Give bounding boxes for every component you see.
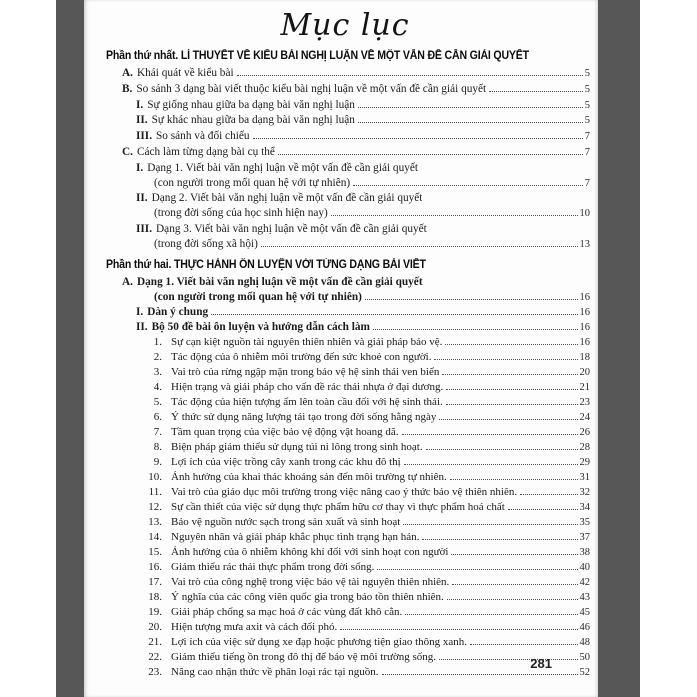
toc-entry <box>98 161 592 176</box>
dot-leader <box>442 374 577 375</box>
background-left-bar <box>56 0 84 697</box>
dot-leader <box>402 434 578 435</box>
dot-leader <box>377 569 577 570</box>
toc-entry <box>98 605 592 620</box>
dot-leader <box>446 389 577 390</box>
toc-entry <box>98 635 592 650</box>
toc-entry <box>98 66 592 82</box>
toc-entry <box>98 440 592 455</box>
entry-page-number: 10 <box>579 208 590 220</box>
entry-label: II. <box>136 192 148 205</box>
entry-label: I. <box>136 161 144 174</box>
entry-page-number: 52 <box>579 666 590 678</box>
toc <box>98 48 592 680</box>
toc-entry <box>98 365 592 380</box>
entry-text: So sánh và đối chiếu <box>156 130 250 143</box>
toc-entry <box>98 129 592 145</box>
entry-page-number: 5 <box>584 68 590 79</box>
toc-entry <box>98 485 592 500</box>
dot-leader <box>365 299 578 300</box>
dot-leader <box>489 91 583 92</box>
entry-text: Lợi ích của việc trồng cây xanh trong các khu đô thị <box>171 455 401 468</box>
toc-entry <box>98 470 592 485</box>
entry-page-number: 34 <box>579 501 590 513</box>
toc-entry <box>98 575 592 590</box>
entry-text: Vai trò của giáo dục môi trường trong việc nâng cao ý thức bảo vệ thiên nhiên. <box>171 485 518 498</box>
page-title: Mục lục <box>280 8 410 43</box>
entry-label: 6. <box>153 410 162 423</box>
toc-entry <box>98 530 592 545</box>
entry-text: Ý thức sử dụng năng lượng tái tạo trong đời sống hằng ngày <box>171 410 437 423</box>
entry-page-number: 7 <box>584 131 590 143</box>
entry-text: Tầm quan trọng của việc bảo vệ động vật hoang dã. <box>171 425 399 438</box>
entry-page-number: 40 <box>579 561 590 573</box>
toc-entry <box>98 113 592 129</box>
entry-label: III. <box>136 130 153 143</box>
entry-label: 19. <box>148 605 162 618</box>
toc-entry <box>98 380 592 395</box>
entry-label: 16. <box>148 560 162 573</box>
entry-text: Ảnh hưởng của khai thác khoáng sản đến môi trường tự nhiên. <box>171 470 447 483</box>
entry-page-number: 32 <box>579 486 590 498</box>
toc-entry <box>98 98 592 114</box>
toc-entry <box>98 350 592 365</box>
entry-text: Giải pháp chống sa mạc hoá ở các vùng đất khô cằn. <box>171 605 403 618</box>
entry-page-number: 28 <box>579 441 590 453</box>
entry-text: Ý nghĩa của các công viên quốc gia trong bảo tồn thiên nhiên. <box>171 590 444 603</box>
entry-page-number: 43 <box>579 591 590 603</box>
entry-text: Sự cần thiết của việc sử dụng thực phẩm hữu cơ thay vì thực phẩm hoá chất <box>171 500 505 513</box>
entry-text: (con người trong mối quan hệ với tự nhiên) <box>154 176 351 189</box>
entry-label: 14. <box>148 530 162 543</box>
dot-leader <box>446 404 578 405</box>
entry-label: 22. <box>148 650 162 663</box>
dot-leader <box>358 107 583 108</box>
toc-entry <box>98 305 592 320</box>
entry-label: II. <box>136 320 148 333</box>
entry-text: Vai trò của công nghệ trong việc bảo vệ tài nguyên thiên nhiên. <box>171 575 450 588</box>
entry-page-number: 16 <box>579 336 590 348</box>
entry-label: 20. <box>148 620 162 633</box>
entry-text: (trong đời sống của học sinh hiện nay) <box>154 207 328 220</box>
entry-text: Dàn ý chung <box>147 305 209 318</box>
entry-page-number: 16 <box>579 321 590 333</box>
toc-entry <box>98 590 592 605</box>
entry-text: Nguyên nhân và giải pháp khắc phục tình trạng hạn hán. <box>171 530 420 543</box>
entry-text: Dạng 2. Viết bài văn nghị luận về một vấn đề cần giải quyết <box>151 192 423 205</box>
background-right-bar <box>598 0 640 697</box>
section-entries <box>98 275 592 680</box>
entry-text: So sánh 3 dạng bài viết thuộc kiểu bài nghị luận về một vấn đề cần giải quyết <box>136 82 487 95</box>
section-entries <box>98 66 592 253</box>
dot-leader <box>403 524 577 525</box>
toc-entry <box>98 335 592 350</box>
entry-page-number: 21 <box>579 381 590 393</box>
toc-entry <box>98 665 592 680</box>
toc-entry <box>98 191 592 206</box>
entry-page-number: 7 <box>584 146 590 158</box>
entry-label: 9. <box>153 455 162 468</box>
entry-page-number: 23 <box>579 396 590 408</box>
toc-entry <box>98 425 592 440</box>
dot-leader <box>405 614 577 615</box>
entry-page-number: 35 <box>579 516 590 528</box>
entry-text: Vai trò của rừng ngập mặn trong bảo vệ hệ sinh thái ven biển <box>171 365 440 378</box>
page-number: 281 <box>530 656 552 671</box>
entry-label: 23. <box>148 665 162 678</box>
dot-leader <box>211 314 577 315</box>
book-page <box>84 0 598 697</box>
entry-label: 8. <box>153 440 162 453</box>
entry-label: III. <box>136 222 153 235</box>
toc-entry <box>98 82 592 98</box>
entry-label: 3. <box>153 365 162 378</box>
dot-leader <box>447 599 578 600</box>
entry-label: 5. <box>153 395 162 408</box>
entry-text: Bảo vệ nguồn nước sạch trong sản xuất và sinh hoạt <box>171 515 401 528</box>
entry-label: 1. <box>153 335 162 348</box>
entry-page-number: 5 <box>584 83 590 95</box>
dot-leader <box>439 659 577 660</box>
dot-leader <box>439 419 577 420</box>
toc-entry <box>98 560 592 575</box>
entry-label: 11. <box>148 485 162 498</box>
entry-text: Hiện trạng và giải pháp cho vấn đề rác thải nhựa ở đại dương. <box>171 380 444 393</box>
toc-entry <box>98 290 592 305</box>
entry-label: II. <box>136 114 148 127</box>
dot-leader <box>353 185 583 186</box>
entry-label: A. <box>122 67 133 79</box>
entry-label: 18. <box>148 590 162 603</box>
entry-text: (trong đời sống xã hội) <box>154 237 258 250</box>
entry-label: B. <box>122 82 133 95</box>
toc-entry <box>98 410 592 425</box>
entry-label: I. <box>136 305 144 318</box>
toc-entry <box>98 515 592 530</box>
entry-page-number: 48 <box>579 636 590 648</box>
entry-text: Ảnh hưởng của ô nhiễm không khí đối với sinh hoạt con người <box>171 545 449 558</box>
dot-leader <box>422 539 577 540</box>
entry-page-number: 29 <box>579 456 590 468</box>
entry-text: Sự khác nhau giữa ba dạng bài văn nghị luận <box>151 114 355 127</box>
entry-label: 13. <box>148 515 162 528</box>
entry-label: C. <box>122 145 133 158</box>
dot-leader <box>470 644 577 645</box>
toc-entry <box>98 545 592 560</box>
dot-leader <box>508 509 578 510</box>
toc-entry <box>98 320 592 335</box>
entry-text: Cách làm từng dạng bài cụ thể <box>136 145 275 158</box>
entry-text: Nâng cao nhận thức về phân loại rác tại nguồn. <box>171 665 379 678</box>
entry-page-number: 5 <box>584 115 590 127</box>
entry-text: Giảm thiểu rác thải thực phẩm trong đời sống. <box>171 560 375 573</box>
entry-text: Biện pháp giảm thiểu sử dụng túi ni lông trong sinh hoạt. <box>171 440 423 453</box>
entry-page-number: 31 <box>579 471 590 483</box>
section-header: Phần thứ hai. THỰC HÀNH ÔN LUYỆN VỚI TỪNG DẠNG BÀI VIẾT <box>106 258 426 271</box>
entry-text: Dạng 1. Viết bài văn nghị luận về một vấn đề cần giải quyết <box>136 275 423 288</box>
entry-page-number: 16 <box>579 306 590 318</box>
entry-page-number: 37 <box>579 531 590 543</box>
entry-label: 10. <box>148 470 162 483</box>
entry-page-number: 5 <box>584 99 590 111</box>
dot-leader <box>382 674 578 675</box>
entry-text: Dạng 3. Viết bài văn nghị luận về một vấn đề cần giải quyết <box>156 222 427 235</box>
dot-leader <box>331 215 578 216</box>
toc-entry <box>98 237 592 253</box>
entry-label: 21. <box>148 635 162 648</box>
section-header: Phần thứ nhất. LÍ THUYẾT VỀ KIỂU BÀI NGHỊ LUẬN VỀ MỘT VẤN ĐỀ CẦN GIẢI QUYẾT <box>106 50 529 62</box>
entry-text: (con người trong mối quan hệ với tự nhiên) <box>154 290 362 303</box>
entry-label: 17. <box>148 575 162 588</box>
entry-page-number: 13 <box>579 238 590 250</box>
entry-text: Khái quát về kiểu bài <box>136 67 234 79</box>
toc-entry <box>98 145 592 161</box>
entry-page-number: 16 <box>579 291 590 303</box>
dot-leader <box>278 154 583 155</box>
entry-label: 4. <box>153 380 162 393</box>
entry-page-number: 24 <box>579 411 590 423</box>
toc-entry <box>98 206 592 222</box>
entry-label: I. <box>136 98 144 111</box>
entry-text: Tác động của hiện tượng ấm lên toàn cầu đối với hệ sinh thái. <box>171 395 443 408</box>
toc-entry <box>98 455 592 470</box>
dot-leader <box>434 359 577 360</box>
dot-leader <box>340 629 577 630</box>
toc-entry <box>98 395 592 410</box>
entry-page-number: 26 <box>579 426 590 438</box>
dot-leader <box>358 122 583 123</box>
entry-text: Tác động của ô nhiễm môi trường đến sức khoẻ con người. <box>171 350 432 363</box>
dot-leader <box>445 344 577 345</box>
entry-label: A. <box>122 275 133 288</box>
dot-leader <box>452 584 577 585</box>
toc-entry <box>98 176 592 192</box>
toc-entry <box>98 222 592 237</box>
dot-leader <box>237 75 583 76</box>
entry-text: Bộ 50 đề bài ôn luyện và hướng dẫn cách làm <box>151 320 370 333</box>
dot-leader <box>451 554 577 555</box>
entry-page-number: 50 <box>579 651 590 663</box>
dot-leader <box>520 494 577 495</box>
entry-page-number: 42 <box>579 576 590 588</box>
entry-page-number: 46 <box>579 621 590 633</box>
entry-text: Dạng 1. Viết bài văn nghị luận về một vấn đề cần giải quyết <box>147 161 419 174</box>
toc-entry <box>98 620 592 635</box>
toc-entry <box>98 650 592 665</box>
entry-text: Hiện tượng mưa axit và cách đối phó. <box>171 620 338 633</box>
dot-leader <box>450 479 578 480</box>
entry-page-number: 45 <box>579 606 590 618</box>
entry-text: Sự cạn kiệt nguồn tài nguyên thiên nhiên và giải pháp bảo vệ. <box>171 335 443 348</box>
entry-text: Giảm thiểu tiếng ồn trong đô thị để bảo vệ môi trường sống. <box>171 650 437 663</box>
entry-text: Sự giống nhau giữa ba dạng bài văn nghị luận <box>147 98 355 111</box>
entry-page-number: 38 <box>579 546 590 558</box>
entry-page-number: 20 <box>579 366 590 378</box>
dot-leader <box>426 449 578 450</box>
entry-text: Lợi ích của việc sử dụng xe đạp hoặc phương tiện giao thông xanh. <box>171 635 468 648</box>
toc-entry <box>98 500 592 515</box>
entry-label: 7. <box>153 425 162 438</box>
dot-leader <box>373 329 578 330</box>
dot-leader <box>261 246 578 247</box>
dot-leader <box>404 464 578 465</box>
toc-entry <box>98 275 592 290</box>
entry-page-number: 7 <box>584 177 590 189</box>
entry-label: 2. <box>153 350 162 363</box>
entry-label: 12. <box>148 500 162 513</box>
entry-page-number: 18 <box>579 351 590 363</box>
entry-label: 15. <box>148 545 162 558</box>
dot-leader <box>253 138 583 139</box>
